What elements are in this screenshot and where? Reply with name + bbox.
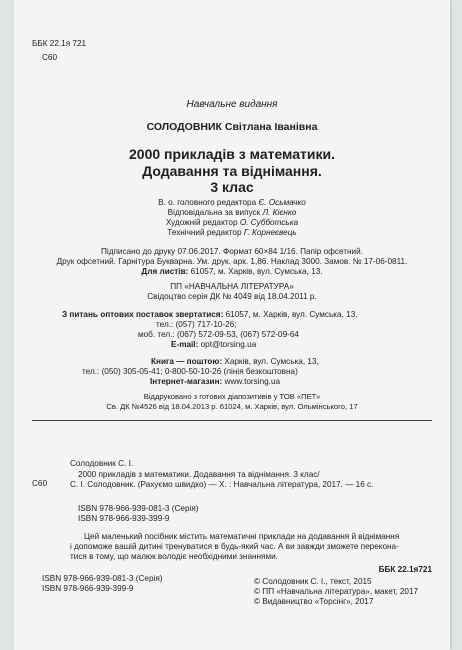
credit-name: Г. Корнеєвець: [243, 228, 297, 237]
letters-line: [14, 267, 450, 277]
shop-link[interactable]: www.torsing.ua: [224, 377, 281, 386]
print-info: [14, 247, 450, 277]
wholesale-mob-label: моб. тел.:: [138, 330, 175, 339]
credit-name: Є. Осьмачко: [258, 198, 306, 207]
wholesale-email-line: [62, 340, 358, 350]
bottom-isbn-1: ISBN 978-966-939-081-3 (Серія): [42, 574, 163, 583]
mail-tel-label: тел.:: [82, 367, 100, 376]
annotation-line-2: і допоможе вашій дитині тренуватися в будь-який час. А ви завжди зможете переконa-: [70, 542, 399, 551]
shop-line: [82, 377, 319, 387]
catalog-isbn-1: ISBN 978-966-939-081-3 (Серія): [78, 504, 199, 513]
bottom-isbn: [42, 574, 163, 594]
credit-name: Л. Кієнко: [262, 208, 297, 217]
wholesale-block: [62, 310, 358, 350]
bbk-code-top: ББК 22.1я 721: [32, 39, 87, 48]
printed-line-1: Віддруковано з готових діапозитивів у ТОВ «ПЕТ»: [143, 392, 321, 401]
catalog-isbn-2: ISBN 978-966-939-399-9: [78, 514, 170, 523]
bottom-isbn-2: ISBN 978-966-939-399-9: [42, 584, 134, 593]
author-code-top: С60: [42, 53, 58, 62]
credit-name: О. Субботська: [239, 218, 299, 227]
credit-role: Художній редактор: [165, 218, 238, 227]
credit-row: [14, 198, 450, 208]
mail-address: Харків, вул. Сумська, 13,: [224, 357, 319, 366]
catalog-author: Солодовник С. І.: [70, 459, 134, 468]
book-imprint-page: [14, 0, 450, 650]
catalog-bbk: ББК 22.1я721: [378, 565, 432, 574]
mail-order-block: [82, 357, 319, 387]
mail-tel-line: [82, 367, 319, 377]
wholesale-mob: (067) 572-09-53, (067) 572-09-64: [176, 330, 299, 339]
credit-row: [14, 228, 450, 238]
title-line-3: 3 клас: [210, 179, 254, 195]
credit-row: [14, 218, 450, 228]
copyright-1: © Солодовник С. І., текст, 2015: [254, 577, 372, 586]
book-title: [14, 146, 450, 196]
author-name: СОЛОДОВНИК Світлана Іванівна: [146, 121, 318, 133]
credit-role: Технічний редактор: [167, 228, 242, 237]
print-line-2: Друк офсетний. Гарнітура Букварна. Ум. друк. арк. 1,86. Наклад 3000. Замов. № 17-06-0811.: [56, 257, 408, 266]
annotation-line-1: Цей маленький посібник містить математичні приклади на додавання й віднімання: [84, 532, 400, 541]
edition-type: Навчальне видання: [186, 99, 278, 110]
wholesale-address: 61057, м. Харків, вул. Сумська, 13,: [225, 310, 358, 319]
printed-line-2: Св. ДК №4526 від 18.04.2013 р. 61024, м. Харків, вул. Ольмінського, 17: [106, 401, 358, 411]
mail-label: Книга — поштою:: [151, 357, 223, 366]
credit-row: [14, 208, 450, 218]
copyright-3: © Видавництво «Торсінг», 2017: [254, 597, 374, 606]
wholesale-line: [62, 310, 358, 320]
catalog-isbn: [78, 504, 199, 524]
wholesale-mob-line: [62, 330, 358, 340]
catalog-entry-1: 2000 прикладів з математики. Додавання та віднімання. 3 клас/: [78, 470, 320, 479]
catalog-entry-2: С. І. Солодовник. (Рахуємо швидко) — Х. : Навчальна література, 2017. — 16 с.: [70, 480, 374, 489]
credit-role: Відповідальна за випуск: [167, 208, 261, 217]
divider-line: [32, 420, 432, 421]
email-label: E-mail:: [171, 340, 199, 349]
wholesale-label: З питань оптових поставок звертатися:: [62, 310, 224, 319]
credit-role: В. о. головного редактора: [158, 198, 257, 207]
wholesale-tel-line: [62, 320, 358, 330]
publisher-cert: Свідоцтво серія ДК № 4049 від 18.04.2011 р.: [147, 292, 317, 301]
annotation-line-3: тися в тому, що малюк володіє необхідними знаннями.: [70, 552, 278, 561]
email-link[interactable]: opt@torsing.ua: [200, 340, 257, 349]
catalog-annotation: [70, 532, 399, 562]
publisher-name: ПП «НАВЧАЛЬНА ЛІТЕРАТУРА»: [170, 282, 294, 291]
print-line-1: Підписано до друку 07.06.2017. Формат 60×84 1/16. Папір офсетний.: [101, 247, 363, 256]
mail-line: [82, 357, 319, 367]
letters-address: 61057, м. Харків, вул. Сумська, 13.: [190, 267, 323, 276]
shop-label: Інтернет-магазин:: [150, 377, 223, 386]
wholesale-tel: (057) 717-10-26;: [175, 320, 237, 329]
printed-by-block: [14, 392, 450, 411]
title-line-1: 2000 прикладів з математики.: [129, 146, 335, 162]
catalog-code: С60: [32, 479, 48, 488]
catalog-entry: [70, 470, 374, 490]
letters-label: Для листів:: [141, 267, 189, 276]
publisher-block: [14, 282, 450, 302]
credits-block: [14, 198, 450, 238]
title-line-2: Додавання та віднімання.: [142, 162, 322, 179]
wholesale-tel-label: тел.:: [156, 320, 174, 329]
copyright-2: © ПП «Навчальна література», макет, 2017: [254, 587, 419, 596]
copyright-block: [254, 577, 418, 607]
mail-tel: (050) 305-05-41; 0-800-50-10-26 (лінія безкоштовна): [101, 367, 298, 376]
